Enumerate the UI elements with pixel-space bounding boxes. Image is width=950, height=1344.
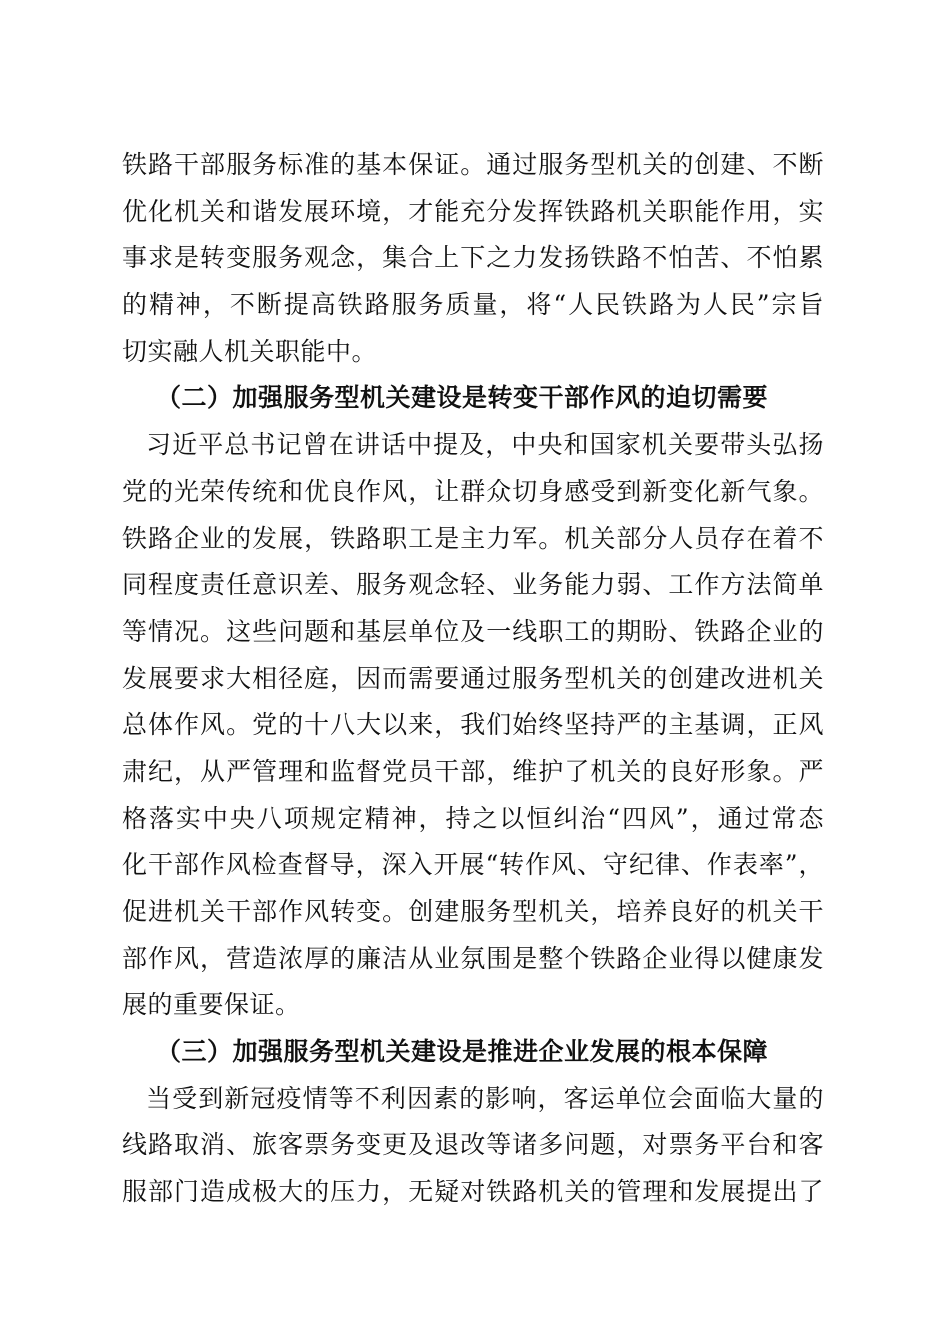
text-line: 部作风，营造浓厚的廉洁从业氛围是整个铁路企业得以健康发 bbox=[122, 943, 824, 973]
text-line: 总体作风。党的十八大以来，我们始终坚持严的主基调，正风 bbox=[122, 710, 824, 740]
section-heading: （三）加强服务型机关建设是推进企业发展的根本保障 bbox=[156, 1037, 769, 1067]
text-line: 展的重要保证。 bbox=[122, 990, 301, 1020]
text-line: 当受到新冠疫情等不利因素的影响，客运单位会面临大量的 bbox=[146, 1083, 824, 1113]
text-line: 格落实中央八项规定精神，持之以恒纠治“四风”，通过常态 bbox=[122, 803, 824, 833]
text-line: 习近平总书记曾在讲话中提及，中央和国家机关要带头弘扬 bbox=[146, 430, 824, 460]
text-line: 的精神，不断提高铁路服务质量，将“人民铁路为人民”宗旨 bbox=[122, 290, 824, 320]
text-line: 党的光荣传统和优良作风，让群众切身感受到新变化新气象。 bbox=[122, 476, 824, 506]
text-line: 发展要求大相径庭，因而需要通过服务型机关的创建改进机关 bbox=[122, 663, 824, 693]
text-line: 铁路企业的发展，铁路职工是主力军。机关部分人员存在着不 bbox=[122, 523, 824, 553]
document-page bbox=[122, 142, 824, 1216]
text-line: 等情况。这些问题和基层单位及一线职工的期盼、铁路企业的 bbox=[122, 616, 824, 646]
text-line: 同程度责任意识差、服务观念轻、业务能力弱、工作方法简单 bbox=[122, 570, 824, 600]
text-line: 线路取消、旅客票务变更及退改等诸多问题，对票务平台和客 bbox=[122, 1130, 824, 1160]
text-line: 化干部作风检查督导，深入开展“转作风、守纪律、作表率”， bbox=[122, 850, 824, 880]
section-heading: （二）加强服务型机关建设是转变干部作风的迫切需要 bbox=[156, 383, 769, 413]
text-line: 服部门造成极大的压力，无疑对铁路机关的管理和发展提出了 bbox=[122, 1177, 824, 1207]
text-line: 事求是转变服务观念，集合上下之力发扬铁路不怕苦、不怕累 bbox=[122, 243, 824, 273]
text-line: 铁路干部服务标准的基本保证。通过服务型机关的创建、不断 bbox=[122, 150, 824, 179]
text-line: 促进机关干部作风转变。创建服务型机关，培养良好的机关干 bbox=[122, 897, 824, 926]
text-line: 优化机关和谐发展环境，才能充分发挥铁路机关职能作用，实 bbox=[122, 196, 824, 226]
text-line: 切实融人机关职能中。 bbox=[122, 336, 378, 366]
text-line: 肃纪，从严管理和监督党员干部，维护了机关的良好形象。严 bbox=[122, 756, 824, 786]
